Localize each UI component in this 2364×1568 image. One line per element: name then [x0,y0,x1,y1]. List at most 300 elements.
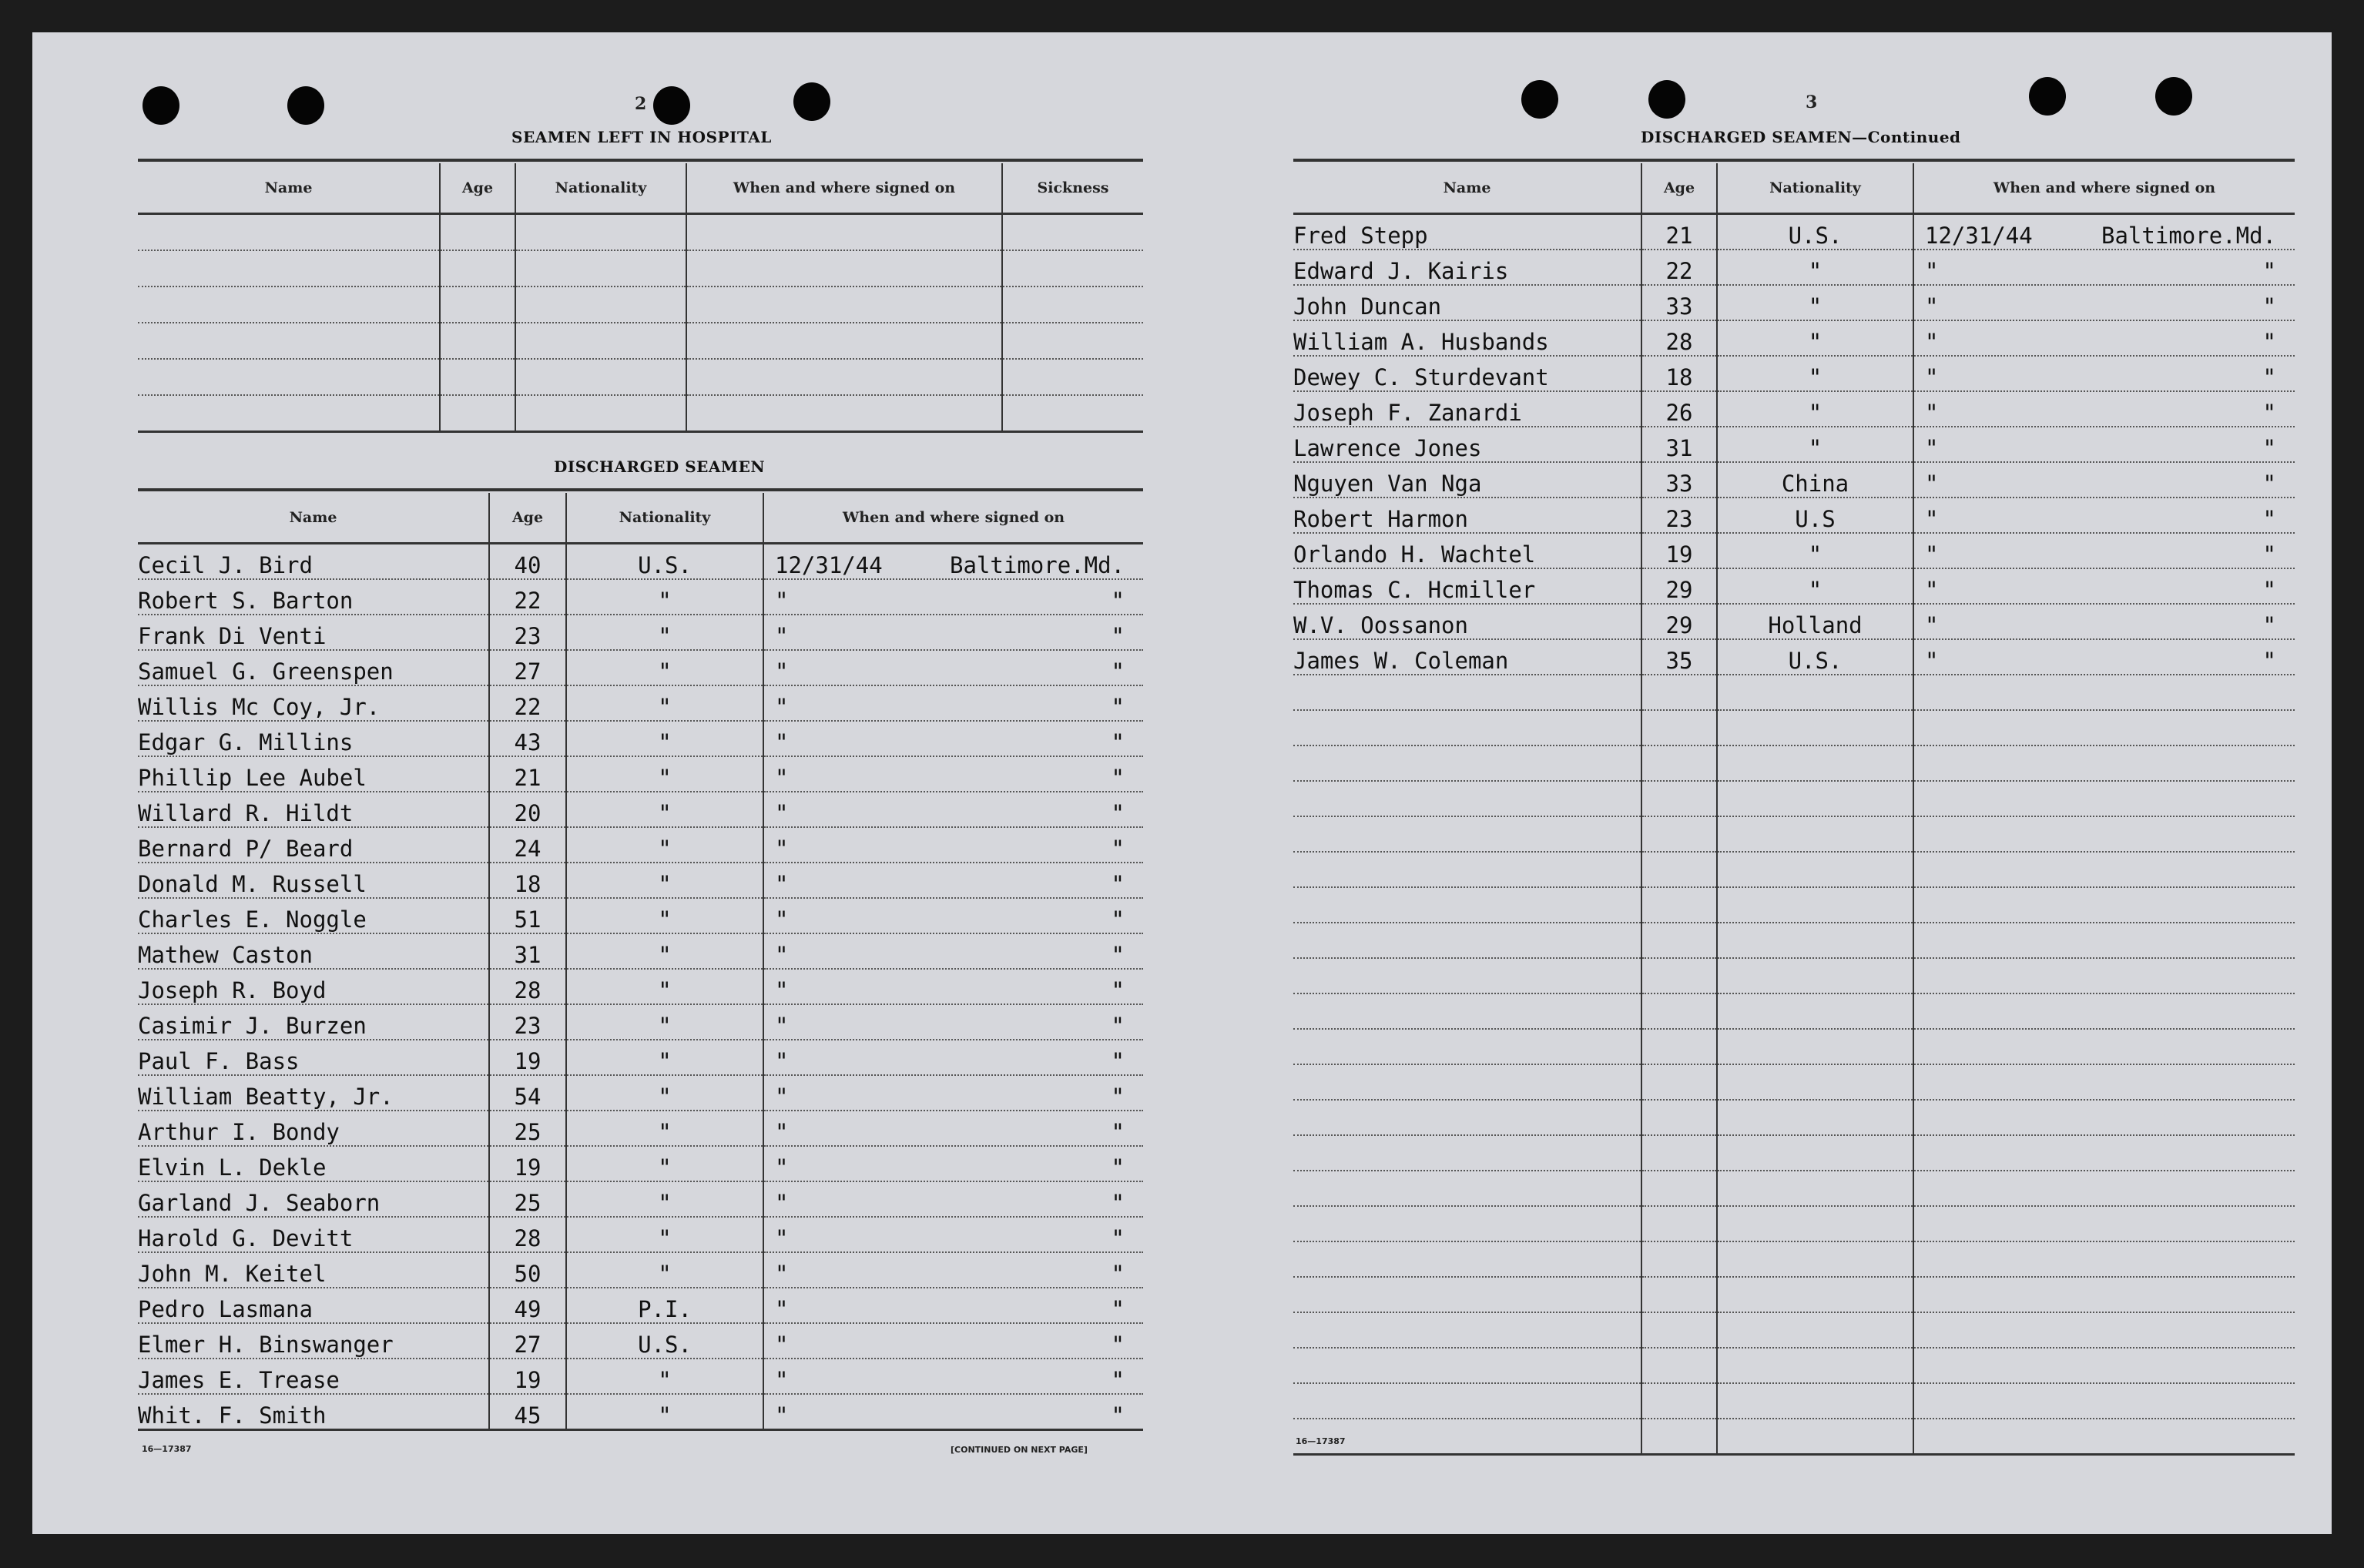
discharged-section-title: DISCHARGED SEAMEN [554,457,766,476]
table-row [1293,533,2295,568]
age-cell: 26 [1641,391,1717,427]
when-where-cell [1913,745,2295,781]
when-where-cell [1913,604,2295,639]
table-row [1293,1135,2295,1171]
signed-on-date: " [775,694,789,720]
age-cell: 19 [489,1359,566,1394]
name-cell [1293,781,1641,816]
table-row [1293,1277,2295,1312]
when-where-cell [686,323,1002,359]
when-where-cell [763,1146,1143,1181]
table-row [1293,320,2295,356]
name-cell [1293,1206,1641,1241]
table-row [138,323,1143,359]
name-cell: John M. Keitel [138,1252,489,1288]
nationality-cell [1717,675,1913,710]
nationality-cell [1717,710,1913,745]
nationality-cell: " [566,650,763,685]
age-cell [440,395,515,432]
age-cell [1641,1171,1717,1206]
table-row [138,756,1143,792]
name-cell: Lawrence Jones [1293,427,1641,462]
name-cell: Thomas C. Hcmiller [1293,568,1641,604]
sickness-cell [1002,323,1143,359]
table-row [138,1217,1143,1252]
signed-on-date: " [775,623,789,649]
signed-on-date: " [775,1154,789,1181]
name-cell [1293,816,1641,852]
table-row [1293,1241,2295,1277]
name-cell [1293,1241,1641,1277]
column-header-name: Name [138,163,440,214]
age-cell: 43 [489,721,566,756]
age-cell: 51 [489,898,566,933]
when-where-cell [1913,356,2295,391]
nationality-cell: " [566,1359,763,1394]
nationality-cell: " [566,1181,763,1217]
when-where-cell [686,250,1002,286]
name-cell: Dewey C. Sturdevant [1293,356,1641,391]
nationality-cell: " [566,1004,763,1040]
table-row [1293,604,2295,639]
signed-on-place: " [1111,977,1125,1003]
table-row [138,933,1143,969]
nationality-cell [1717,1383,1913,1419]
name-cell: Robert Harmon [1293,498,1641,533]
age-cell [1641,675,1717,710]
table-row [1293,1206,2295,1241]
sickness-cell [1002,250,1143,286]
name-cell [138,359,440,395]
punch-hole [1648,80,1685,119]
signed-on-place: " [1111,588,1125,614]
age-cell: 28 [489,969,566,1004]
table-row [138,615,1143,650]
signed-on-date: " [775,1332,789,1358]
name-cell: W.V. Oossanon [1293,604,1641,639]
table-row [138,650,1143,685]
hospital-table [138,163,1143,433]
table-row [138,1359,1143,1394]
name-cell [1293,1312,1641,1348]
name-cell [1293,1064,1641,1100]
signed-on-place: " [1111,1332,1125,1358]
nationality-cell [1717,1171,1913,1206]
table-row [1293,214,2295,250]
signed-on-place: " [1111,694,1125,720]
when-where-cell [1913,852,2295,887]
column-header-name: Name [138,493,489,544]
when-where-cell [1913,923,2295,958]
signed-on-place: " [1111,871,1125,897]
when-where-cell [1913,568,2295,604]
signed-on-date: " [775,836,789,862]
table-row [138,792,1143,827]
age-cell: 23 [489,1004,566,1040]
signed-on-date: " [775,1402,789,1429]
nationality-cell [1717,1312,1913,1348]
table-row [1293,781,2295,816]
table-row [138,544,1143,580]
column-header-nationality: Nationality [566,493,763,544]
punch-hole [2155,77,2192,116]
signed-on-date: " [1925,612,1939,638]
when-where-cell [1913,1029,2295,1064]
when-where-cell [1913,958,2295,993]
name-cell: Joseph R. Boyd [138,969,489,1004]
age-cell [1641,923,1717,958]
nationality-cell: " [1717,533,1913,568]
name-cell: Arthur I. Bondy [138,1111,489,1146]
table-row [1293,391,2295,427]
signed-on-place: " [1111,1367,1125,1393]
age-cell: 19 [1641,533,1717,568]
table-row [1293,462,2295,498]
nationality-cell: " [566,1146,763,1181]
signed-on-place: " [1111,765,1125,791]
signed-on-date: " [775,800,789,826]
when-where-cell [763,969,1143,1004]
nationality-cell [1717,958,1913,993]
when-where-cell [763,1111,1143,1146]
table-row [138,969,1143,1004]
age-cell: 28 [1641,320,1717,356]
name-cell [138,214,440,251]
when-where-cell [1913,320,2295,356]
when-where-cell [1913,1277,2295,1312]
discharged-table [138,493,1143,1431]
nationality-cell: U.S. [1717,639,1913,675]
age-cell [1641,852,1717,887]
name-cell: Elvin L. Dekle [138,1146,489,1181]
name-cell [1293,1419,1641,1455]
signed-on-place: " [1111,1048,1125,1074]
nationality-cell [1717,1100,1913,1135]
age-cell [1641,1383,1717,1419]
punch-hole [653,86,690,125]
table-row [138,721,1143,756]
when-where-cell [763,792,1143,827]
age-cell: 27 [489,1323,566,1359]
signed-on-place: " [2262,364,2276,390]
name-cell: Frank Di Venti [138,615,489,650]
when-where-cell [763,898,1143,933]
age-cell: 54 [489,1075,566,1111]
punch-hole [1521,80,1558,119]
punch-hole [287,86,324,125]
name-cell [138,323,440,359]
when-where-cell [1913,285,2295,320]
signed-on-date: " [1925,648,1939,674]
age-cell: 45 [489,1394,566,1430]
age-cell [1641,1348,1717,1383]
when-where-cell [763,827,1143,863]
name-cell: Bernard P/ Beard [138,827,489,863]
table-row [1293,1383,2295,1419]
name-cell: Phillip Lee Aubel [138,756,489,792]
age-cell: 19 [489,1040,566,1075]
signed-on-date: " [775,1261,789,1287]
signed-on-place: " [2262,612,2276,638]
signed-on-place: " [2262,435,2276,461]
nationality-cell: U.S. [566,544,763,580]
nationality-cell [1717,1135,1913,1171]
name-cell [1293,1135,1641,1171]
when-where-cell [763,1323,1143,1359]
section-rule [1293,159,2295,162]
nationality-cell: " [1717,427,1913,462]
when-where-cell [1913,816,2295,852]
table-row [138,250,1143,286]
name-cell: John Duncan [1293,285,1641,320]
when-where-cell [686,395,1002,432]
signed-on-date: " [775,1296,789,1322]
age-cell: 23 [1641,498,1717,533]
table-row [138,1394,1143,1430]
age-cell: 23 [489,615,566,650]
when-where-cell [763,579,1143,615]
section-rule [138,159,1143,162]
signed-on-date: " [1925,400,1939,426]
when-where-cell [1913,533,2295,568]
name-cell [1293,745,1641,781]
signed-on-date: " [775,1367,789,1393]
nationality-cell: " [1717,391,1913,427]
signed-on-date: " [775,1013,789,1039]
name-cell [1293,1348,1641,1383]
nationality-cell [1717,1419,1913,1455]
signed-on-place: Baltimore.Md. [2101,223,2276,249]
column-header-nationality: Nationality [515,163,686,214]
nationality-cell [1717,993,1913,1029]
nationality-cell: " [1717,356,1913,391]
when-where-cell [1913,781,2295,816]
table-row [1293,1171,2295,1206]
nationality-cell: " [1717,285,1913,320]
name-cell [1293,887,1641,923]
nationality-cell: U.S [1717,498,1913,533]
name-cell [1293,852,1641,887]
signed-on-date: " [1925,506,1939,532]
nationality-cell: " [566,579,763,615]
name-cell: Garland J. Seaborn [138,1181,489,1217]
signed-on-date: 12/31/44 [775,552,883,578]
table-row [1293,675,2295,710]
name-cell [1293,923,1641,958]
table-row [1293,887,2295,923]
signed-on-place: " [1111,1225,1125,1251]
sickness-cell [1002,359,1143,395]
age-cell: 33 [1641,285,1717,320]
when-where-cell [763,1252,1143,1288]
table-row [138,898,1143,933]
when-where-cell [1913,710,2295,745]
name-cell: James E. Trease [138,1359,489,1394]
nationality-cell [1717,781,1913,816]
discharged-continued-title: DISCHARGED SEAMEN—Continued [1641,128,1961,146]
when-where-cell [1913,639,2295,675]
age-cell: 21 [1641,214,1717,250]
hospital-section-title: SEAMEN LEFT IN HOSPITAL [511,128,772,146]
table-row [1293,250,2295,285]
age-cell [440,286,515,323]
signed-on-date: " [775,1119,789,1145]
nationality-cell [1717,887,1913,923]
nationality-cell: " [566,615,763,650]
age-cell: 31 [489,933,566,969]
age-cell: 35 [1641,639,1717,675]
nationality-cell: " [566,1111,763,1146]
signed-on-place: " [1111,1013,1125,1039]
nationality-cell: " [1717,320,1913,356]
nationality-cell [1717,923,1913,958]
nationality-cell [1717,1064,1913,1100]
signed-on-date: " [1925,471,1939,497]
age-cell [1641,1277,1717,1312]
table-row [138,1040,1143,1075]
name-cell: Willard R. Hildt [138,792,489,827]
age-cell: 28 [489,1217,566,1252]
age-cell [1641,710,1717,745]
signed-on-place: " [2262,293,2276,320]
nationality-cell [515,250,686,286]
when-where-cell [686,214,1002,251]
signed-on-place: " [1111,658,1125,685]
table-row [1293,1348,2295,1383]
nationality-cell: U.S. [1717,214,1913,250]
when-where-cell [686,286,1002,323]
name-cell: Fred Stepp [1293,214,1641,250]
when-where-cell [1913,462,2295,498]
punch-hole [2029,77,2066,116]
column-header-when-where: When and where signed on [1913,163,2295,214]
age-cell: 21 [489,756,566,792]
name-cell: Willis Mc Coy, Jr. [138,685,489,721]
age-cell: 49 [489,1288,566,1323]
nationality-cell: " [566,1040,763,1075]
age-cell [440,359,515,395]
nationality-cell [1717,1277,1913,1312]
name-cell: Joseph F. Zanardi [1293,391,1641,427]
signed-on-date: " [775,942,789,968]
column-header-when-where: When and where signed on [686,163,1002,214]
signed-on-place: " [1111,942,1125,968]
signed-on-place: " [1111,1119,1125,1145]
age-cell: 25 [489,1181,566,1217]
when-where-cell [763,1394,1143,1430]
name-cell: William A. Husbands [1293,320,1641,356]
signed-on-place: " [1111,836,1125,862]
signed-on-place: " [2262,471,2276,497]
table-row [138,827,1143,863]
name-cell: Cecil J. Bird [138,544,489,580]
when-where-cell [763,1288,1143,1323]
when-where-cell [763,933,1143,969]
nationality-cell [1717,816,1913,852]
when-where-cell [763,1040,1143,1075]
name-cell: Edward J. Kairis [1293,250,1641,285]
name-cell: Samuel G. Greenspen [138,650,489,685]
when-where-cell [763,1004,1143,1040]
nationality-cell: " [566,898,763,933]
table-row [138,1181,1143,1217]
when-where-cell [1913,250,2295,285]
when-where-cell [763,756,1143,792]
table-row [138,579,1143,615]
when-where-cell [1913,1135,2295,1171]
nationality-cell [515,323,686,359]
signed-on-place: " [1111,1154,1125,1181]
nationality-cell: " [566,863,763,898]
nationality-cell: " [566,756,763,792]
nationality-cell: " [566,1252,763,1288]
signed-on-date: " [1925,364,1939,390]
age-cell: 18 [1641,356,1717,391]
when-where-cell [1913,391,2295,427]
form-number: 16—17387 [1296,1436,1346,1446]
name-cell: William Beatty, Jr. [138,1075,489,1111]
table-row [1293,923,2295,958]
nationality-cell [515,359,686,395]
table-row [1293,745,2295,781]
when-where-cell [1913,675,2295,710]
when-where-cell [1913,1348,2295,1383]
nationality-cell: " [566,933,763,969]
age-cell [1641,958,1717,993]
table-row [1293,639,2295,675]
when-where-cell [1913,1419,2295,1455]
when-where-cell [763,615,1143,650]
age-cell [440,323,515,359]
table-row [1293,1029,2295,1064]
when-where-cell [686,359,1002,395]
name-cell: Orlando H. Wachtel [1293,533,1641,568]
column-header-sickness: Sickness [1002,163,1143,214]
when-where-cell [763,544,1143,580]
name-cell: Harold G. Devitt [138,1217,489,1252]
name-cell: Robert S. Barton [138,579,489,615]
signed-on-date: " [775,765,789,791]
nationality-cell [515,286,686,323]
age-cell: 31 [1641,427,1717,462]
table-row [138,1111,1143,1146]
signed-on-place: " [2262,258,2276,284]
when-where-cell [763,1181,1143,1217]
signed-on-date: " [1925,435,1939,461]
signed-on-date: " [775,1190,789,1216]
signed-on-date: " [775,1225,789,1251]
name-cell: Nguyen Van Nga [1293,462,1641,498]
name-cell: Pedro Lasmana [138,1288,489,1323]
signed-on-date: " [1925,577,1939,603]
name-cell [138,250,440,286]
table-row [1293,993,2295,1029]
age-cell: 22 [1641,250,1717,285]
signed-on-place: " [2262,506,2276,532]
nationality-cell: " [566,969,763,1004]
signed-on-place: " [2262,648,2276,674]
page-number: 2 [635,94,647,114]
sickness-cell [1002,214,1143,251]
nationality-cell [1717,1348,1913,1383]
table-row [1293,1100,2295,1135]
name-cell [1293,1277,1641,1312]
when-where-cell [1913,1100,2295,1135]
signed-on-place: " [2262,577,2276,603]
table-row [138,1146,1143,1181]
table-row [1293,285,2295,320]
when-where-cell [763,863,1143,898]
